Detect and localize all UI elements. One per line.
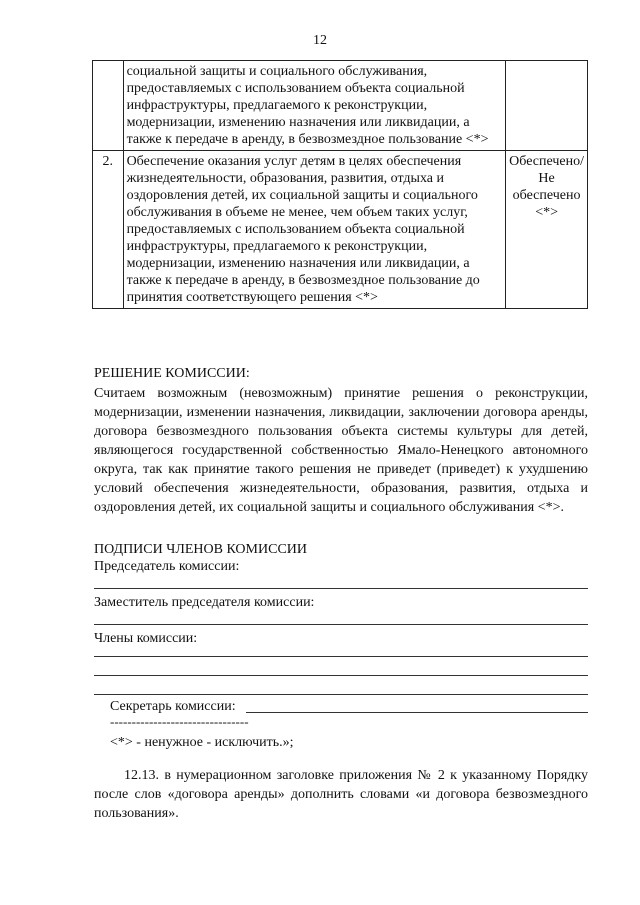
- criterion-result: [506, 61, 588, 151]
- signatures-heading: ПОДПИСИ ЧЛЕНОВ КОМИССИИ: [94, 542, 308, 557]
- table-row: [93, 61, 588, 151]
- deputy-label: Заместитель председателя комиссии:: [94, 595, 315, 610]
- page-number: 12: [313, 33, 327, 48]
- row-number: 2.: [93, 151, 124, 309]
- member-signature-line: [94, 656, 588, 657]
- secretary-label: Секретарь комиссии:: [110, 699, 236, 714]
- members-label: Члены комиссии:: [94, 631, 198, 646]
- decision-text: Считаем возможным (невозможным) принятие решения о реконструкции, модернизации, изменении назначения, ликвидации, заключении договора аренды, договора безвозмездного пользования объекта системы культуры для детей, являющегося государственной собственностью Ямало-Ненецкого автономного округа, так как принятие такого решения не приведет (приведет) к ухудшению условий обеспечения жизнедеятельности, образования, развития, отдыха и оздоровления детей, их социальной защиты и социального обслуживания <*>.: [94, 386, 588, 515]
- table-row: [93, 151, 588, 309]
- secretary-signature-line: [246, 712, 588, 713]
- member-signature-line: [94, 694, 588, 695]
- chairman-signature-line: [94, 588, 588, 589]
- footnote-separator: --------------------------------: [110, 714, 249, 729]
- criterion-result: Обеспечено/Не обеспечено <*>: [506, 151, 588, 309]
- member-signature-line: [94, 675, 588, 676]
- decision-heading: РЕШЕНИЕ КОМИССИИ:: [94, 366, 250, 381]
- deputy-signature-line: [94, 624, 588, 625]
- criteria-table: [92, 60, 588, 309]
- criterion-text: Обеспечение оказания услуг детям в целях обеспечения жизнедеятельности, образования, развития, отдыха и оздоровления детей, их социальной защиты и социального обслуживания в объеме не менее, чем объем таких услуг, предоставляемых с использованием объекта социальной инфраструктуры, предлагаемого к реконструкции, модернизации, изменению назначения или ликвидации, а также к передаче в аренду, в безвозмездное пользование до принятия соответствующего решения <*>: [123, 151, 506, 309]
- row-number: [93, 61, 124, 151]
- footnote: <*> - ненужное - исключить.»;: [110, 735, 294, 750]
- chairman-label: Председатель комиссии:: [94, 559, 240, 574]
- criterion-text: социальной защиты и социального обслуживания, предоставляемых с использованием объекта социальной инфраструктуры, предлагаемого к реконструкции, модернизации, изменению назначения или ликвидации, а также к передаче в аренду, в безвозмездное пользование <*>: [123, 61, 506, 151]
- paragraph-12-13: 12.13. в нумерационном заголовке приложения № 2 к указанному Порядку после слов «договора аренды» дополнить словами «и договора безвозмездного пользования».: [94, 768, 588, 821]
